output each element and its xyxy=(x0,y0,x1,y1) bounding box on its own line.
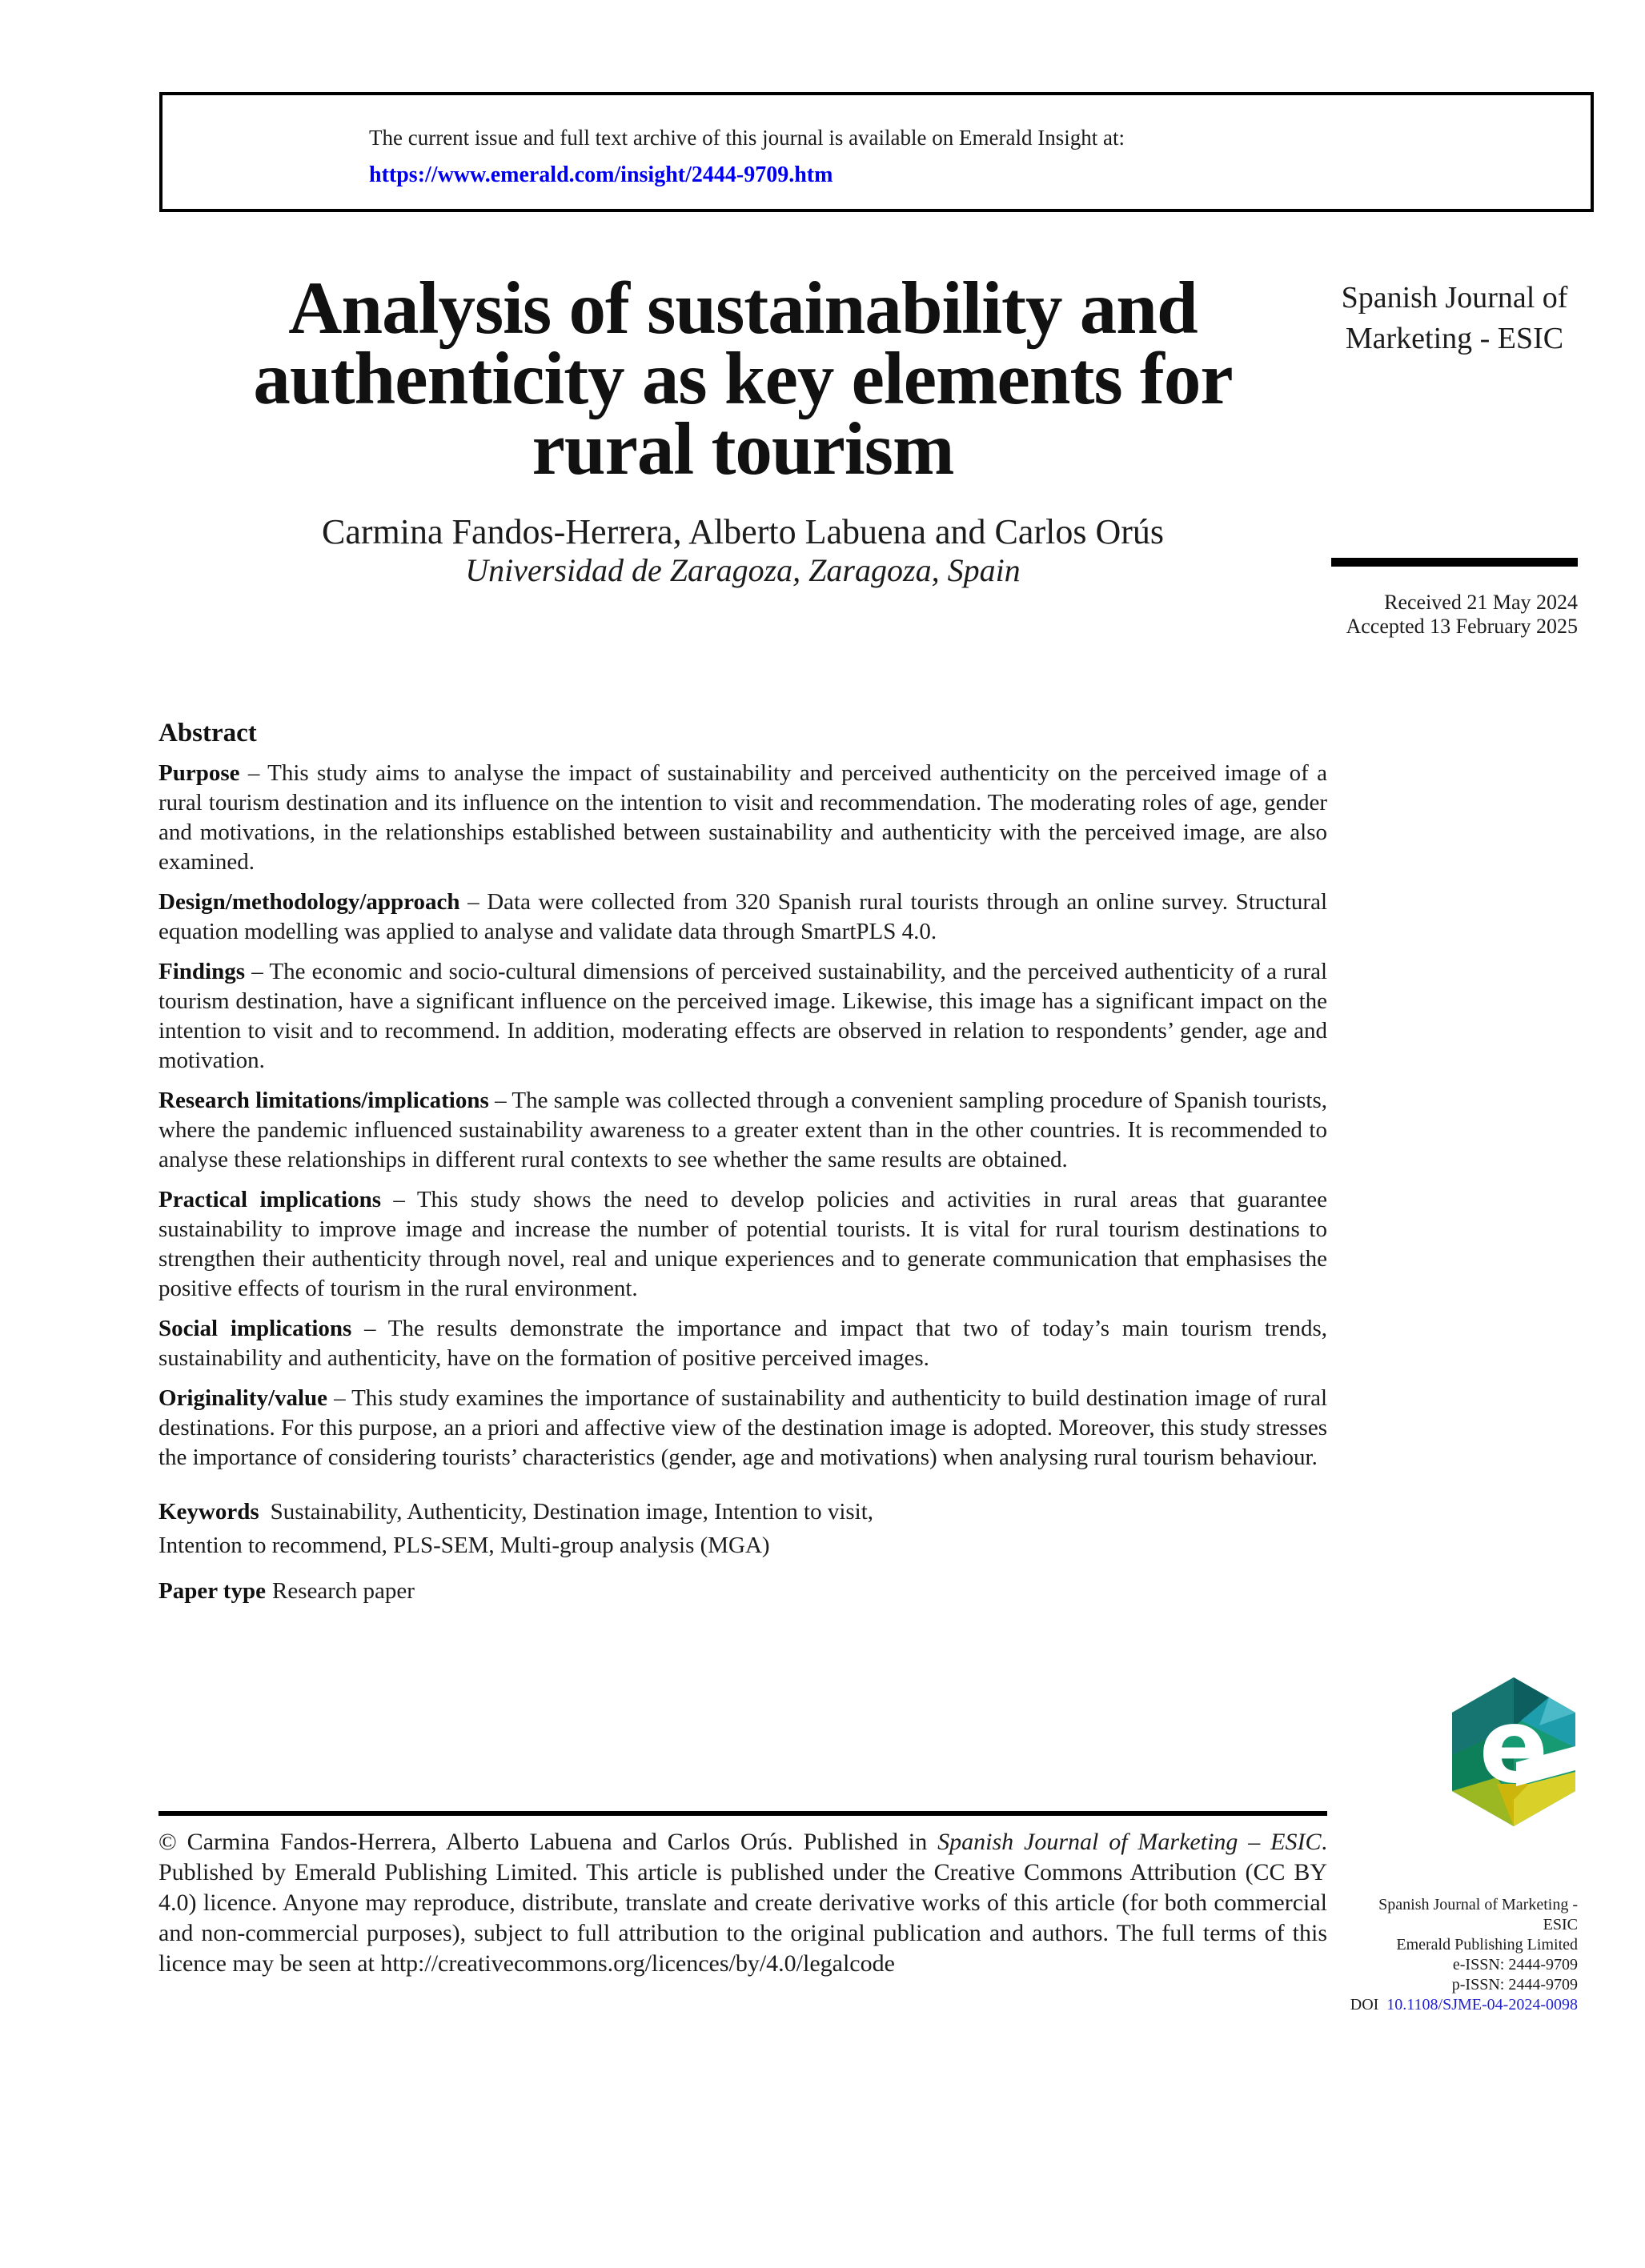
abstract-section-purpose xyxy=(158,759,1327,877)
abstract-section-practical xyxy=(158,1185,1327,1304)
abstract-section-limitations xyxy=(158,1086,1327,1175)
article-title xyxy=(158,267,1327,491)
imprint-publisher: Emerald Publishing Limited xyxy=(1396,1936,1578,1953)
footer-divider-rule xyxy=(158,1811,1327,1816)
journal-name-line-2: Marketing - ESIC xyxy=(1345,322,1564,355)
section-label: Purpose xyxy=(158,760,240,786)
section-label: Research limitations/implications xyxy=(158,1088,489,1113)
affiliation: Universidad de Zaragoza, Zaragoza, Spain xyxy=(465,552,1021,588)
keywords-line-2: Intention to recommend, PLS-SEM, Multi-group analysis (MGA) xyxy=(158,1533,770,1558)
section-text: – The economic and socio-cultural dimensions of perceived sustainability, and the perceived authenticity of a rural tourism destination, have a significant influence on the perceived image. Likewise, this image has a significant impact on the intention to visit and to recommend. In addition, moderating effects are observed in relation to respondents’ gender, age and motivation. xyxy=(158,959,1327,1073)
copyright-text-continued: . Published by Emerald Publishing Limited. This article is published under the Creative Commons Attribution (CC BY 4.0) licence. Anyone may reproduce, distribute, translate and create derivative works of this article (for both commercial and non-commercial purposes), subject to full attribution to the original publication and authors. The full terms of this licence may be seen at xyxy=(158,1829,1327,1977)
abstract-section-design xyxy=(158,888,1327,947)
abstract-section-findings xyxy=(158,957,1327,1076)
title-line-2: authenticity as key elements for xyxy=(253,338,1233,420)
journal-name-sidebar xyxy=(1331,278,1578,359)
section-label: Design/methodology/approach xyxy=(158,889,460,915)
cc-licence-link[interactable]: http://creativecommons.org/licences/by/4.0/legalcode xyxy=(380,1950,895,1977)
section-text: – This study aims to analyse the impact of sustainability and perceived authenticity on the perceived image of a rural tourism destination and its influence on the intention to visit and recommendation. The moderating roles of age, gender and motivations, in the relationships established between sustainability and authenticity with the perceived image, are also examined. xyxy=(158,760,1327,875)
section-label: Social implications xyxy=(158,1316,352,1341)
imprint-journal-line-1: Spanish Journal of Marketing - xyxy=(1378,1896,1578,1913)
section-text: – Data were collected from 320 Spanish rural tourists through an online survey. Structural equation modelling was applied to analyse and validate data through SmartPLS 4.0. xyxy=(158,889,1327,944)
section-label: Practical implications xyxy=(158,1187,381,1212)
sidebar-divider-rule xyxy=(1331,558,1578,567)
section-text: – The sample was collected through a convenient sampling procedure of Spanish tourists, where the pandemic influenced sustainability awareness to a greater extent than in the other countries. It is recommended to analyse these relationships in different rural contexts to see whether the same results are obtained. xyxy=(158,1088,1328,1172)
abstract-section-originality xyxy=(158,1384,1327,1473)
svg-text:e: e xyxy=(1478,1687,1549,1806)
abstract-section-social xyxy=(158,1314,1327,1373)
section-text: – This study shows the need to develop policies and activities in rural areas that guarantee sustainability to improve image and increase the number of potential tourists. It is vital for rural tourism destinations to strengthen their authenticity through novel, real and unique experiences and to generate communication that emphasises the positive effects of tourism in the rural environment. xyxy=(158,1187,1327,1301)
doi-link[interactable]: 10.1108/SJME-04-2024-0098 xyxy=(1386,1996,1578,2014)
imprint-e-issn: e-ISSN: 2444-9709 xyxy=(1452,1956,1578,1973)
journal-name-line-1: Spanish Journal of xyxy=(1341,281,1568,315)
title-line-1: Analysis of sustainability and xyxy=(288,267,1198,350)
keywords-line-1: Sustainability, Authenticity, Destination image, Intention to visit, xyxy=(270,1499,874,1525)
keywords-block xyxy=(158,1495,1327,1562)
journal-archive-notice-box xyxy=(159,92,1594,212)
section-label: Originality/value xyxy=(158,1385,328,1411)
doi-label: DOI xyxy=(1350,1996,1379,2014)
author-list: Carmina Fandos-Herrera, Alberto Labuena and Carlos Orús xyxy=(321,512,1164,551)
article-history-dates xyxy=(1331,591,1578,639)
paper-type-label: Paper type xyxy=(158,1578,266,1604)
copyright-journal-name: Spanish Journal of Marketing – ESIC xyxy=(937,1829,1322,1855)
keywords-label: Keywords xyxy=(158,1499,259,1525)
section-text: – The results demonstrate the importance and impact that two of today’s main tourism trends, sustainability and authenticity, have on the formation of positive perceived images. xyxy=(158,1316,1327,1371)
copyright-statement xyxy=(158,1827,1327,1979)
title-line-3: rural tourism xyxy=(532,408,954,491)
section-text: – This study examines the importance of sustainability and authenticity to build destination image of rural destinations. For this purpose, an a priori and affective view of the destination image is adopted. Moreover, this study stresses the importance of considering tourists’ characteristics (gender, age and motivations) when analysing rural tourism behaviour. xyxy=(158,1385,1327,1470)
imprint-journal-line-2: ESIC xyxy=(1543,1916,1578,1933)
archive-notice-text: The current issue and full text archive of this journal is available on Emerald Insight at: xyxy=(369,126,1125,150)
journal-imprint-block xyxy=(1313,1895,1578,2015)
received-date: Received 21 May 2024 xyxy=(1384,591,1578,614)
emerald-cube-icon xyxy=(1449,1675,1579,1829)
copyright-text: © Carmina Fandos-Herrera, Alberto Labuena and Carlos Orús. Published in xyxy=(158,1829,938,1855)
imprint-p-issn: p-ISSN: 2444-9709 xyxy=(1451,1976,1578,1994)
section-label: Findings xyxy=(158,959,245,984)
emerald-publishing-logo xyxy=(1449,1675,1579,1829)
accepted-date: Accepted 13 February 2025 xyxy=(1346,615,1578,638)
emerald-insight-link[interactable]: https://www.emerald.com/insight/2444-9709.htm xyxy=(369,162,833,187)
paper-type-value: Research paper xyxy=(271,1578,415,1604)
abstract-block xyxy=(158,717,1327,1607)
paper-type-block xyxy=(158,1575,1327,1607)
abstract-heading: Abstract xyxy=(158,719,257,747)
